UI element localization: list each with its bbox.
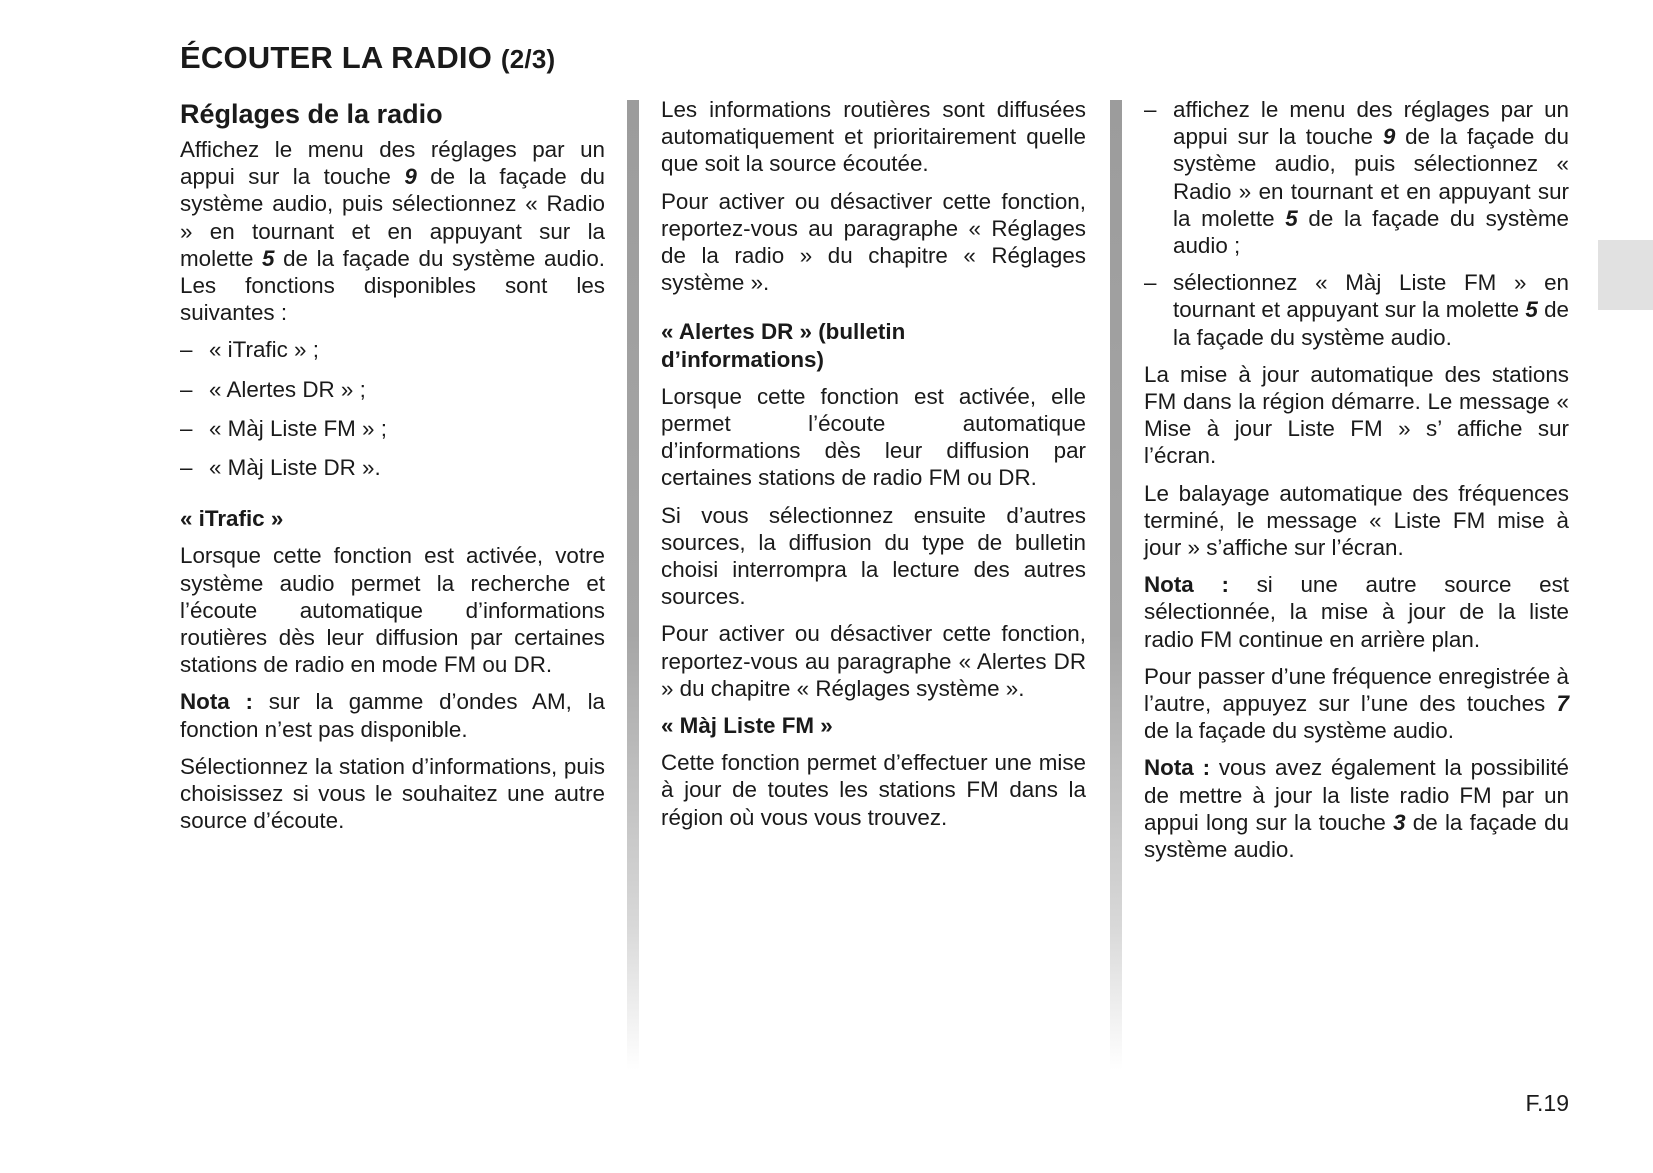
key-number: 9 bbox=[404, 164, 417, 190]
nota-paragraph: Nota : si une autre source est sélectionnée, la mise à jour de la liste radio FM continue en arrière plan. bbox=[1144, 572, 1569, 652]
key-number: 7 bbox=[1556, 691, 1569, 717]
nota-paragraph: Nota : sur la gamme d’ondes AM, la fonction n’est pas disponible. bbox=[180, 689, 605, 742]
page-title-part: (2/3) bbox=[500, 44, 556, 74]
list-item: – « iTrafic » ; bbox=[180, 336, 605, 363]
preset-paragraph: Pour passer d’une fréquence enregistrée à l’autre, appuyez sur l’une des touches 7 de la façade du système audio. bbox=[1144, 663, 1569, 744]
column-divider bbox=[627, 100, 639, 1070]
nota-label: Nota : bbox=[1144, 572, 1229, 598]
nota-paragraph: Nota : vous avez également la possibilité de mettre à jour la liste radio FM par un appui long sur la touche 3 de la façade du système audio. bbox=[1144, 755, 1569, 863]
column-right bbox=[1144, 96, 1569, 873]
alertes-paragraph: Lorsque cette fonction est activée, elle permet l’écoute automatique d’informations dès leur diffusion par certaines stations de radio FM ou DR. bbox=[661, 383, 1086, 491]
traffic-info-paragraph: Les informations routières sont diffusées automatiquement et prioritairement quelle que soit la source écoutée. bbox=[661, 97, 1086, 177]
alertes-heading: « Alertes DR » (bulletin d’informations) bbox=[661, 319, 906, 372]
majfm-heading: « Màj Liste FM » bbox=[661, 713, 833, 739]
chapter-thumb-tab bbox=[1598, 240, 1653, 310]
itrafic-paragraph: Lorsque cette fonction est activée, votre système audio permet la recherche et l’écoute automatique d’informations routières dès leur diffusion par certaines stations de radio en mode FM ou DR. bbox=[180, 543, 605, 678]
update-done-paragraph: Le balayage automatique des fréquences terminé, le message « Liste FM mise à jour » s’affiche sur l’écran. bbox=[1144, 480, 1569, 561]
page-title-main: ÉCOUTER LA RADIO bbox=[180, 40, 493, 75]
key-number: 5 bbox=[1285, 205, 1298, 231]
feature-list bbox=[180, 336, 605, 481]
majfm-paragraph: Cette fonction permet d’effectuer une mise à jour de toutes les stations FM dans la région où vous vous trouvez. bbox=[661, 750, 1086, 830]
list-item: – « Alertes DR » ; bbox=[180, 376, 605, 403]
nota-label: Nota : bbox=[180, 689, 253, 715]
list-item: – « Màj Liste FM » ; bbox=[180, 415, 605, 442]
list-item: – affichez le menu des réglages par un appui sur la touche 9 de la façade du système audio, puis sélectionnez « Radio » en tournant et en appuyant sur la molette 5 de la façade du système audio ; bbox=[1144, 96, 1569, 259]
steps-list bbox=[1144, 96, 1569, 351]
activate-paragraph: Pour activer ou désactiver cette fonction, reportez-vous au paragraphe « Réglages de la radio » du chapitre « Réglages système ». bbox=[661, 188, 1086, 296]
nota-label: Nota : bbox=[1144, 755, 1211, 781]
key-number: 5 bbox=[262, 245, 275, 271]
itrafic-heading: « iTrafic » bbox=[180, 506, 284, 532]
key-number: 9 bbox=[1382, 124, 1396, 150]
list-item: – « Màj Liste DR ». bbox=[180, 454, 605, 481]
column-middle bbox=[661, 96, 1086, 841]
section-heading: Réglages de la radio bbox=[180, 99, 443, 129]
column-divider bbox=[1110, 100, 1122, 1070]
key-number: 3 bbox=[1393, 809, 1406, 835]
key-number: 5 bbox=[1525, 297, 1538, 323]
page-number: F.19 bbox=[1525, 1090, 1569, 1116]
column-left bbox=[180, 96, 605, 844]
page-title bbox=[180, 40, 555, 76]
activate-alertes-paragraph: Pour activer ou désactiver cette fonction, reportez-vous au paragraphe « Alertes DR » du chapitre « Réglages système ». bbox=[661, 621, 1086, 701]
list-item: – sélectionnez « Màj Liste FM » en tournant et appuyant sur la molette 5 de la façade du système audio. bbox=[1144, 269, 1569, 351]
intro-paragraph: Affichez le menu des réglages par un appui sur la touche 9 de la façade du système audio, puis sélectionnez « Radio » en tournant et en appuyant sur la molette 5 de la façade du système audio. Les fonctions disponibles sont les suivantes : bbox=[180, 137, 605, 326]
select-paragraph: Sélectionnez la station d’informations, puis choisissez si vous le souhaitez une autre source d’écoute. bbox=[180, 753, 605, 834]
sources-paragraph: Si vous sélectionnez ensuite d’autres sources, la diffusion du type de bulletin choisi interrompra la lecture des autres sources. bbox=[661, 502, 1086, 610]
update-start-paragraph: La mise à jour automatique des stations FM dans la région démarre. Le message « Mise à jour Liste FM » s’ affiche sur l’écran. bbox=[1144, 361, 1569, 469]
